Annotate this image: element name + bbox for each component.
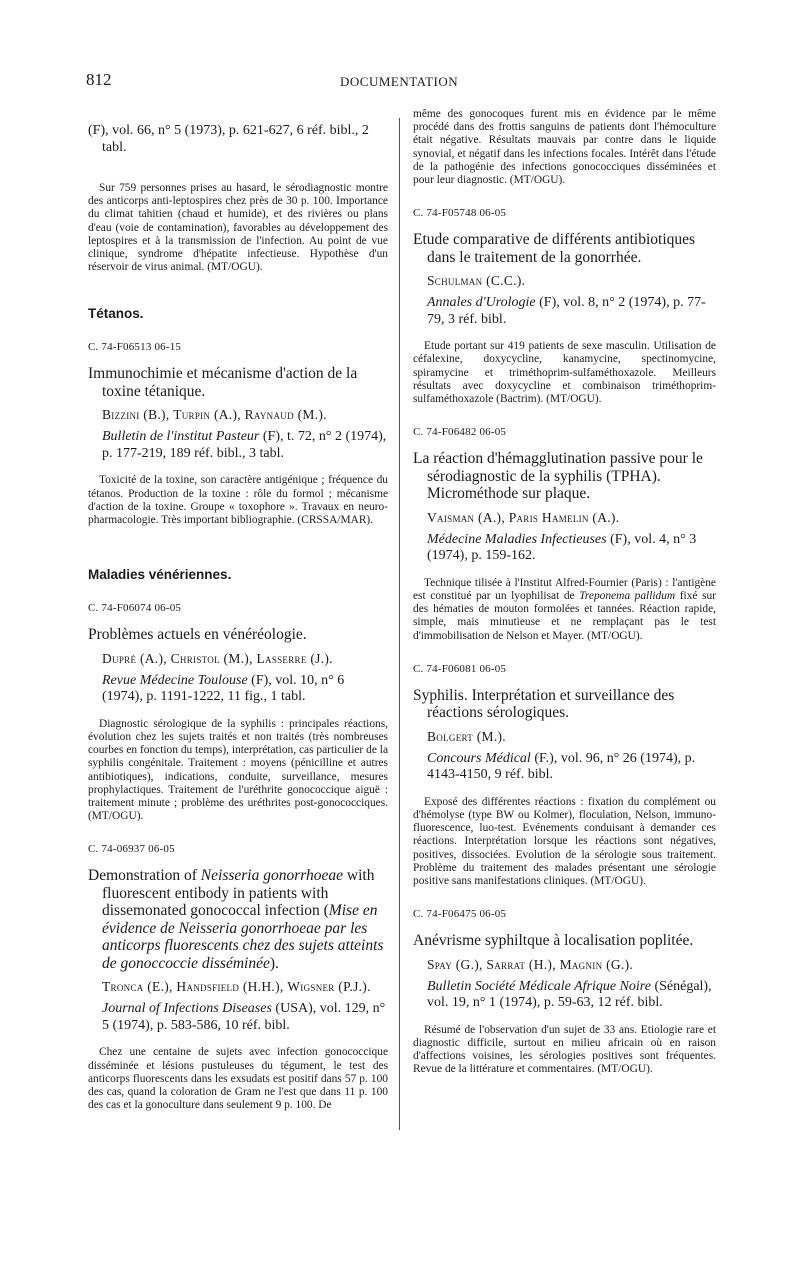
entry-abstract: Résumé de l'observation d'un sujet de 33 ans. Etiologie rare et diagnostic difficile, surtout en milieu africain où en raison d'affections voisines, les sérologies positives sont fréquentes. Revue de la littérature et commentaires. (MT/OGU).	[413, 1023, 716, 1076]
entry-journal: Concours Médical (F.), vol. 96, n° 26 (1974), p. 4143-4150, 9 réf. bibl.	[427, 750, 696, 783]
page-number: 812	[86, 70, 112, 89]
left-column	[88, 108, 388, 1112]
entry-title: La réaction d'hémagglutination passive pour le sérodiagnostic de la syphilis (TPHA). Microméthode sur plaque.	[413, 450, 703, 503]
entry-authors: Dupré (A.), Christol (M.), Lasserre (J.).	[102, 650, 333, 666]
entry-authors: Tronca (E.), Handsfield (H.H.), Wigsner (P.J.).	[102, 979, 371, 995]
entry-title: Syphilis. Interprétation et surveillance des réactions sérologiques.	[413, 686, 675, 722]
entry-title: Problèmes actuels en vénéréologie.	[88, 626, 307, 644]
entry-journal: Annales d'Urologie (F), vol. 8, n° 2 (1974), p. 77-79, 3 réf. bibl.	[427, 295, 706, 327]
entry-journal: Revue Médecine Toulouse (F), vol. 10, n° 6 (1974), p. 1191-1222, 11 fig., 1 tabl.	[102, 672, 345, 705]
continued-reference: (F), vol. 66, n° 5 (1973), p. 621-627, 6 réf. bibl., 2 tabl.	[88, 123, 369, 155]
entry-abstract: Exposé des différentes réactions : fixation du complément ou d'hémolyse (type BW ou Kolmer), floculation, Nelson, immuno-fluorescence, luo-test. Evénements conduisant à demander ces réactions. Interprétation lorsque les réactions sont négatives, positives, dissociées. Evolution de la sérologie sous traitement. Problème du traitement des malades présentant une sérologie positive sans manifestations cliniques. (MT/OGU).	[413, 795, 716, 887]
running-head: DOCUMENTATION	[340, 74, 459, 89]
entry-5	[413, 426, 716, 643]
entry-6	[413, 663, 716, 888]
entry-abstract: Technique tilisée à l'Institut Alfred-Fournier (Paris) : l'antigène est constitué par un lyophilisat de Treponema pallidum fixé sur des hématies de mouton formolées et tannées. Réaction rapide, simple, mais minutieuse et ne remplaçant pas le test d'immobilisation de Nelson et Mayer. (MT/OGU).	[413, 576, 716, 642]
entry-authors: Schulman (C.C.).	[427, 273, 526, 289]
entry-ref: C. 74-06937 06-05	[88, 843, 175, 856]
entry-ref: C. 74-F06482 06-05	[413, 426, 507, 439]
entry-authors: Vaisman (A.), Paris Hamelin (A.).	[427, 509, 620, 525]
continued-abstract: même des gonocoques furent mis en évidence par le même procédé dans des frottis sanguins de patients dont l'hémoculture était négative. Résultats mauvais par contre dans le liquide synovial, et négatif dans les infections focales. Intérêt dans l'étude de la pathogénie des infections gonococciques disséminées et pour leur diagnostic. (MT/OGU).	[413, 108, 716, 187]
entry-title: Immunochimie et mécanisme d'action de la toxine tétanique.	[88, 365, 358, 400]
entry-journal: Bulletin Société Médicale Afrique Noire (Sénégal), vol. 19, n° 1 (1974), p. 59-63, 12 réf. bibl.	[427, 978, 712, 1011]
entry-authors: Bolgert (M.).	[427, 728, 506, 744]
entry-ref: C. 74-F06074 06-05	[88, 602, 182, 615]
entry-ref: C. 74-F06475 06-05	[413, 908, 507, 921]
entry-title: Demonstration of Neisseria gonorrhoeae with fluorescent entibody in patients with dissemonated gonococcal infection (Mise en évidence de Neisseria gonorrhoeae par les anticorps fluorescents chez des sujets atteints de gonoccoccie disséminée).	[88, 867, 384, 972]
entry-authors: Bizzini (B.), Turpin (A.), Raynaud (M.).	[102, 407, 327, 423]
section-heading-tetanos: Tétanos.	[88, 306, 144, 322]
entry-ref: C. 74-F06513 06-15	[88, 341, 182, 354]
right-column	[413, 108, 716, 1076]
continued-abstract: Sur 759 personnes prises au hasard, le sérodiagnostic montre des anticorps anti-leptospires chez près de 30 p. 100. Importance du climat tahitien (chaud et humide), et des rivières ou plans d'eau (voie de contamination), favorables au développement des leptospires et à la transmission de l'infection. Au point de vue clinique, syndrome d'hépatite infectieuse. Hypothèse d'un réservoir de virus animal. (MT/OGU).	[88, 182, 388, 274]
entry-ref: C. 74-F05748 06-05	[413, 207, 507, 220]
entry-abstract: Toxicité de la toxine, son caractère antigénique ; fréquence du tétanos. Production de la toxine : rôle du formol ; mécanisme d'action de la toxine. Groupe « toxophore ». Travaux en neuro-pharmacologie. Très important bibliographie. (CRSSA/MAR).	[88, 474, 388, 527]
entry-title: Etude comparative de différents antibiotiques dans le traitement de la gonorrhée.	[413, 231, 696, 266]
entry-7	[413, 908, 716, 1076]
section-heading-maladies: Maladies vénériennes.	[88, 567, 232, 583]
entry-journal: Bulletin de l'institut Pasteur (F), t. 72, n° 2 (1974), p. 177-219, 189 réf. bibl., 3 tabl.	[102, 429, 387, 461]
entry-ref: C. 74-F06081 06-05	[413, 662, 507, 675]
entry-abstract: Etude portant sur 419 patients de sexe masculin. Utilisation de céfalexine, doxycycline, kanamycine, spectinomycine, spiramycine et triméthoprim-sulfaméthoxazole. Meilleurs résultats avec doxycycline et combinaison triméthoprim-sulfaméthoxazole (Bactrim). (MT/OGU).	[413, 340, 716, 406]
entry-abstract: Chez une centaine de sujets avec infection gonococcique disséminée et lésions pustuleuses du tégument, le test des anticorps fluorescents dans les exsudats est positif dans 57 p. 100 des cas, quand la coloration de Gram ne l'est que dans 11 p. 100 des cas et la gonoculture dans seulement 9 p. 100. De	[88, 1046, 388, 1112]
entry-2	[88, 602, 388, 823]
entry-abstract: Diagnostic sérologique de la syphilis : principales réactions, évolution chez les sujets traités et non traités (très nombreuses courbes en fonction du temps), interprétation, cas particulier de la syphilis congénitale. Traitement : moyens (pénicilline et autres antibiotiques), indications, conduite, surveillance, mesures prophylactiques. Traitement de l'uréthrite gonococcique aiguë : traitement minute ; problème des uréthrites post-gonococciques. (MT/OGU).	[88, 717, 388, 823]
entry-title: Anévrisme syphiltque à localisation poplitée.	[413, 932, 694, 950]
entry-journal: Journal of Infections Diseases (USA), vol. 129, n° 5 (1974), p. 583-586, 10 réf. bibl.	[102, 1001, 386, 1033]
entry-authors: Spay (G.), Sarrat (H.), Magnin (G.).	[427, 956, 634, 972]
entry-1	[88, 341, 388, 527]
column-divider	[399, 118, 400, 1130]
entry-4	[413, 207, 716, 406]
entry-3	[88, 843, 388, 1112]
entry-journal: Médecine Maladies Infectieuses (F), vol. 4, n° 3 (1974), p. 159-162.	[427, 531, 697, 564]
